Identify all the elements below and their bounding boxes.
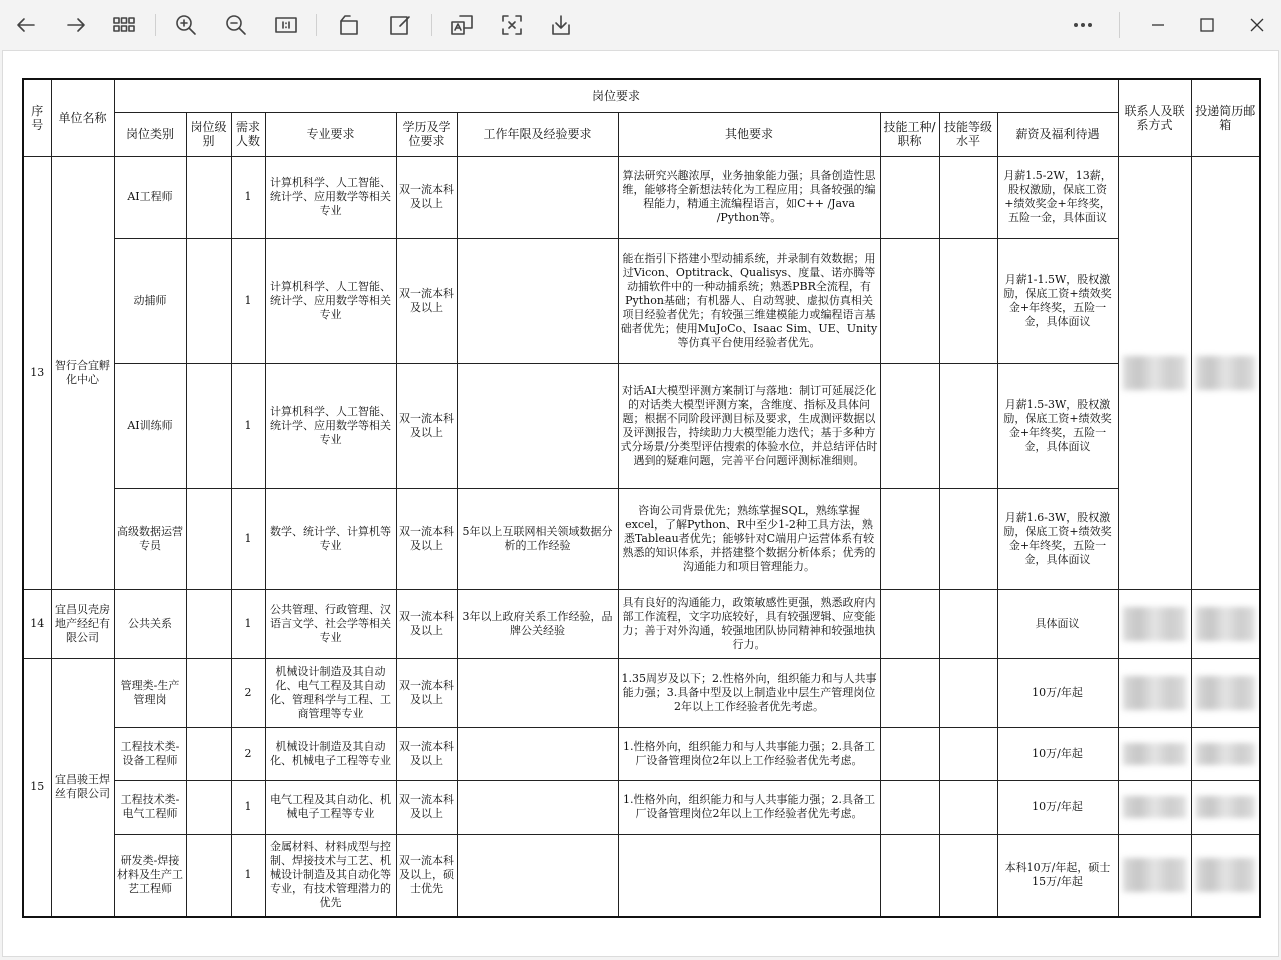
level-cell [186, 238, 231, 363]
major-cell: 计算机科学、人工智能、统计学、应用数学等相关专业 [265, 238, 396, 363]
salary-cell: 月薪1.6-3W，股权激励，保底工资+绩效奖金+年终奖，五险一金，具体面议 [997, 488, 1118, 589]
download-icon[interactable] [546, 10, 576, 40]
edu-cell: 双一流本科及以上 [396, 780, 457, 834]
table-row [23, 589, 1260, 658]
header-category: 岗位类别 [114, 112, 186, 156]
header-seq: 序号 [23, 79, 51, 156]
document-page [2, 50, 1279, 957]
other-cell: 1.性格外向，组织能力和与人共事能力强；2.具备工厂设备管理岗位2年以上工作经验者优先考虑。 [618, 727, 880, 780]
category-cell: 工程技术类-设备工程师 [114, 727, 186, 780]
edu-cell: 双一流本科及以上 [396, 156, 457, 238]
category-cell: AI工程师 [114, 156, 186, 238]
skill-cell [880, 780, 939, 834]
edu-cell: 双一流本科及以上 [396, 658, 457, 727]
major-cell: 公共管理、行政管理、汉语言文学、社会学等相关专业 [265, 589, 396, 658]
table-row [23, 658, 1260, 727]
level-cell [186, 156, 231, 238]
skill-level-cell [939, 658, 997, 727]
header-contact: 联系人及联系方式 [1118, 79, 1191, 156]
count-cell: 1 [231, 834, 265, 917]
other-cell: 1.性格外向，组织能力和与人共事能力强；2.具备工厂设备管理岗位2年以上工作经验者优先考虑。 [618, 780, 880, 834]
zoom-out-icon[interactable] [221, 10, 251, 40]
exp-cell: 5年以上互联网相关领域数据分析的工作经验 [457, 488, 618, 589]
skill-cell [880, 834, 939, 917]
edu-cell: 双一流本科及以上，硕士优先 [396, 834, 457, 917]
major-cell: 计算机科学、人工智能、统计学、应用数学等相关专业 [265, 363, 396, 488]
header-level: 岗位级别 [186, 112, 231, 156]
contact-cell-redacted [1118, 156, 1191, 589]
actual-size-icon[interactable] [271, 10, 301, 40]
minimize-icon[interactable] [1138, 10, 1178, 40]
translate-icon[interactable] [447, 10, 477, 40]
back-arrow-icon[interactable] [11, 10, 41, 40]
header-salary: 薪资及福利待遇 [997, 112, 1118, 156]
exp-cell [457, 727, 618, 780]
exp-cell [457, 780, 618, 834]
edu-cell: 双一流本科及以上 [396, 589, 457, 658]
table-row [23, 363, 1260, 488]
count-cell: 1 [231, 488, 265, 589]
email-cell-redacted [1191, 727, 1260, 780]
email-cell-redacted [1191, 834, 1260, 917]
category-cell: 工程技术类-电气工程师 [114, 780, 186, 834]
level-cell [186, 658, 231, 727]
other-cell [618, 834, 880, 917]
salary-cell: 10万/年起 [997, 727, 1118, 780]
level-cell [186, 589, 231, 658]
email-cell-redacted [1191, 780, 1260, 834]
salary-cell: 月薪1.5-3W，股权激励，保底工资+绩效奖金+年终奖，五险一金，具体面议 [997, 363, 1118, 488]
other-cell: 1.35周岁及以下；2.性格外向，组织能力和与人共事能力强；3.具备中型及以上制造业中层生产管理岗位2年以上工作经验者优先考虑。 [618, 658, 880, 727]
other-cell: 对话AI大模型评测方案制订与落地：制订可延展泛化的对话类大模型评测方案，含维度、指标及具体问题；根据不同阶段评测目标及要求，生成测评数据以及评测报告，持续助力大模型能力迭代；基于多种方式分场景/分类型评估搜索的体验水位，并总结评估时遇到的疑难问题，完善平台问题评测标准细则。 [618, 363, 880, 488]
count-cell: 2 [231, 658, 265, 727]
table-row [23, 727, 1260, 780]
contact-cell-redacted [1118, 658, 1191, 727]
exp-cell [457, 363, 618, 488]
exp-cell [457, 156, 618, 238]
skill-level-cell [939, 727, 997, 780]
more-options-icon[interactable] [1068, 10, 1098, 40]
count-cell: 1 [231, 589, 265, 658]
salary-cell: 本科10万/年起，硕士15万/年起 [997, 834, 1118, 917]
level-cell [186, 727, 231, 780]
contact-cell-redacted [1118, 589, 1191, 658]
skill-cell [880, 727, 939, 780]
exp-cell: 3年以上政府关系工作经验，品牌公关经验 [457, 589, 618, 658]
count-cell: 2 [231, 727, 265, 780]
salary-cell: 10万/年起 [997, 780, 1118, 834]
email-cell-redacted [1191, 658, 1260, 727]
level-cell [186, 488, 231, 589]
seq-cell: 13 [23, 156, 51, 589]
other-cell: 算法研究兴趣浓厚，业务抽象能力强；具备创造性思维，能够将全新想法转化为工程应用；具备较强的编程能力，精通主流编程语言，如C++ /Java /Python等。 [618, 156, 880, 238]
header-group: 岗位要求 [114, 79, 1118, 112]
skill-level-cell [939, 238, 997, 363]
other-cell: 具有良好的沟通能力，政策敏感性更强，熟悉政府内部工作流程，文字功底较好，具有较强逻辑、应变能力；善于对外沟通，较强地团队协同精神和较强地执行力。 [618, 589, 880, 658]
forward-arrow-icon[interactable] [61, 10, 91, 40]
major-cell: 电气工程及其自动化、机械电子工程等专业 [265, 780, 396, 834]
company-cell: 宜昌贝壳房地产经纪有限公司 [51, 589, 114, 658]
zoom-in-icon[interactable] [171, 10, 201, 40]
seq-cell: 14 [23, 589, 51, 658]
category-cell: 管理类-生产管理岗 [114, 658, 186, 727]
level-cell [186, 363, 231, 488]
count-cell: 1 [231, 238, 265, 363]
skill-level-cell [939, 156, 997, 238]
edit-icon[interactable] [385, 10, 415, 40]
contact-cell-redacted [1118, 780, 1191, 834]
viewer-toolbar [0, 0, 1281, 50]
seq-cell: 15 [23, 658, 51, 917]
table-row [23, 488, 1260, 589]
grid-view-icon[interactable] [109, 10, 139, 40]
other-cell: 咨询公司背景优先；熟练掌握SQL，熟练掌握excel，了解Python、R中至少1-2种工具方法，熟悉Tableau者优先；能够针对C端用户运营体系有较熟悉的知识体系，并搭建整个数据分析体系；优秀的沟通能力和项目管理能力。 [618, 488, 880, 589]
category-cell: 高级数据运营专员 [114, 488, 186, 589]
exp-cell [457, 658, 618, 727]
other-cell: 能在指引下搭建小型动捕系统，并录制有效数据；用过Vicon、Optitrack、Qualisys、度量、诺亦腾等动捕软件中的一种动捕系统；熟悉PBR全流程，有Python基础；有机器人、自动驾驶、虚拟仿真相关项目经验者优先；有较强三维建模能力或编程语言基础者优先；使用MuJoCo、Isaac Sim、UE、Unity等仿真平台使用经验者优先。 [618, 238, 880, 363]
header-edu: 学历及学位要求 [396, 112, 457, 156]
header-exp: 工作年限及经验要求 [457, 112, 618, 156]
count-cell: 1 [231, 780, 265, 834]
header-major: 专业要求 [265, 112, 396, 156]
count-cell: 1 [231, 363, 265, 488]
header-count: 需求人数 [231, 112, 265, 156]
email-cell-redacted [1191, 156, 1260, 589]
company-cell: 智行合宜孵化中心 [51, 156, 114, 589]
skill-level-cell [939, 589, 997, 658]
skill-cell [880, 238, 939, 363]
rotate-icon[interactable] [334, 10, 364, 40]
category-cell: 研发类-焊接材料及生产工艺工程师 [114, 834, 186, 917]
salary-cell: 月薪1.5-2W，13薪，股权激励，保底工资+绩效奖金+年终奖，五险一金，具体面议 [997, 156, 1118, 238]
salary-cell: 具体面议 [997, 589, 1118, 658]
header-company: 单位名称 [51, 79, 114, 156]
major-cell: 数学、统计学、计算机等专业 [265, 488, 396, 589]
header-skill-level: 技能等级水平 [939, 112, 997, 156]
edu-cell: 双一流本科及以上 [396, 363, 457, 488]
table-row [23, 780, 1260, 834]
edu-cell: 双一流本科及以上 [396, 238, 457, 363]
table-row [23, 238, 1260, 363]
exp-cell [457, 834, 618, 917]
skill-cell [880, 363, 939, 488]
skill-level-cell [939, 834, 997, 917]
skill-cell [880, 156, 939, 238]
text-recognize-icon[interactable] [497, 10, 527, 40]
level-cell [186, 780, 231, 834]
level-cell [186, 834, 231, 917]
header-other: 其他要求 [618, 112, 880, 156]
major-cell: 机械设计制造及其自动化、电气工程及其自动化、管理科学与工程、工商管理等专业 [265, 658, 396, 727]
major-cell: 金属材料、材料成型与控制、焊接技术与工艺、机械设计制造及其自动化等专业，有技术管理潜力的优先 [265, 834, 396, 917]
header-email: 投递简历邮箱 [1191, 79, 1260, 156]
job-requirements-table [22, 78, 1261, 918]
major-cell: 机械设计制造及其自动化、机械电子工程等专业 [265, 727, 396, 780]
skill-cell [880, 658, 939, 727]
edu-cell: 双一流本科及以上 [396, 488, 457, 589]
category-cell: AI训练师 [114, 363, 186, 488]
table-row [23, 156, 1260, 238]
maximize-icon[interactable] [1187, 10, 1227, 40]
salary-cell: 月薪1-1.5W，股权激励，保底工资+绩效奖金+年终奖，五险一金，具体面议 [997, 238, 1118, 363]
skill-cell [880, 488, 939, 589]
email-cell-redacted [1191, 589, 1260, 658]
category-cell: 公共关系 [114, 589, 186, 658]
table-row [23, 834, 1260, 917]
company-cell: 宜昌骏王焊丝有限公司 [51, 658, 114, 917]
category-cell: 动捕师 [114, 238, 186, 363]
skill-level-cell [939, 780, 997, 834]
edu-cell: 双一流本科及以上 [396, 727, 457, 780]
skill-level-cell [939, 363, 997, 488]
close-icon[interactable] [1237, 10, 1277, 40]
salary-cell: 10万/年起 [997, 658, 1118, 727]
skill-level-cell [939, 488, 997, 589]
contact-cell-redacted [1118, 727, 1191, 780]
contact-cell-redacted [1118, 834, 1191, 917]
header-skill: 技能工种/职称 [880, 112, 939, 156]
count-cell: 1 [231, 156, 265, 238]
skill-cell [880, 589, 939, 658]
major-cell: 计算机科学、人工智能、统计学、应用数学等相关专业 [265, 156, 396, 238]
exp-cell [457, 238, 618, 363]
